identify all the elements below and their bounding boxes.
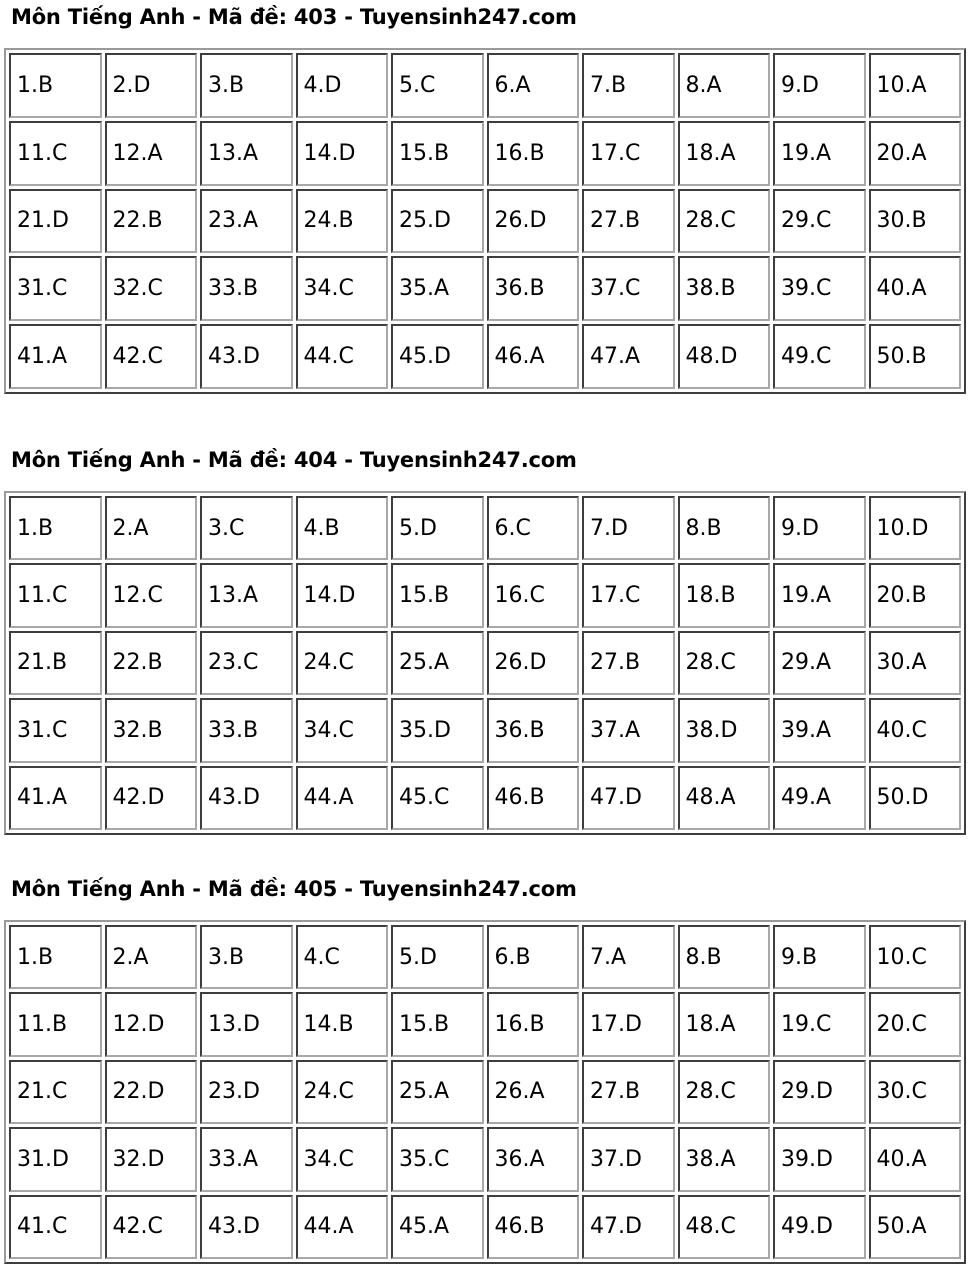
answer-cell: 46.B [487,1195,580,1259]
answer-cell: 13.A [200,121,293,186]
answer-cell: 1.B [9,53,102,118]
answer-cell: 7.A [582,925,675,989]
answer-table-frame [4,48,966,394]
answer-cell: 48.A [678,766,771,830]
answer-cell: 21.B [9,631,102,695]
section-title: Môn Tiếng Anh - Mã đề: 403 - Tuyensinh247.com [11,5,577,29]
answer-cell: 38.A [678,1127,771,1191]
answer-cell: 1.B [9,496,102,560]
answer-cell: 5.D [391,496,484,560]
table-row [9,1060,961,1124]
answer-cell: 13.A [200,563,293,627]
answer-cell: 20.A [869,121,962,186]
answer-cell: 38.D [678,698,771,762]
answer-cell: 37.C [582,256,675,321]
answer-cell: 39.D [773,1127,866,1191]
table-row [9,256,961,321]
table-row [9,189,961,254]
answer-cell: 36.B [487,256,580,321]
answer-cell: 8.B [678,925,771,989]
table-row [9,563,961,627]
answer-cell: 23.C [200,631,293,695]
answer-cell: 11.C [9,121,102,186]
answer-cell: 44.C [296,324,389,389]
table-row [9,324,961,389]
answer-cell: 46.A [487,324,580,389]
answer-cell: 40.A [869,1127,962,1191]
answer-cell: 32.B [105,698,198,762]
answer-cell: 27.B [582,189,675,254]
answer-cell: 37.D [582,1127,675,1191]
answer-cell: 24.C [296,1060,389,1124]
answer-cell: 43.D [200,324,293,389]
answer-cell: 32.D [105,1127,198,1191]
answer-cell: 36.A [487,1127,580,1191]
answer-cell: 43.D [200,1195,293,1259]
answer-cell: 24.C [296,631,389,695]
answer-cell: 27.B [582,631,675,695]
table-row [9,53,961,118]
answer-cell: 31.D [9,1127,102,1191]
answer-cell: 17.C [582,121,675,186]
answer-cell: 46.B [487,766,580,830]
answer-cell: 23.D [200,1060,293,1124]
answer-cell: 5.D [391,925,484,989]
answer-cell: 23.A [200,189,293,254]
answer-cell: 5.C [391,53,484,118]
answer-cell: 25.D [391,189,484,254]
answer-cell: 7.D [582,496,675,560]
answer-cell: 41.C [9,1195,102,1259]
answer-cell: 32.C [105,256,198,321]
answer-cell: 26.A [487,1060,580,1124]
answer-cell: 44.A [296,766,389,830]
answer-cell: 22.B [105,631,198,695]
answer-cell: 33.A [200,1127,293,1191]
answer-cell: 47.D [582,766,675,830]
answer-cell: 12.A [105,121,198,186]
answer-cell: 9.D [773,53,866,118]
answer-cell: 15.B [391,563,484,627]
answer-cell: 38.B [678,256,771,321]
answer-table [6,493,964,833]
answer-cell: 33.B [200,698,293,762]
answer-cell: 8.A [678,53,771,118]
answer-cell: 44.A [296,1195,389,1259]
answer-cell: 35.D [391,698,484,762]
answer-cell: 17.C [582,563,675,627]
answer-cell: 14.D [296,563,389,627]
answer-cell: 11.B [9,992,102,1056]
answer-cell: 16.C [487,563,580,627]
answer-cell: 18.A [678,992,771,1056]
table-row [9,121,961,186]
answer-cell: 48.C [678,1195,771,1259]
answer-cell: 6.C [487,496,580,560]
answer-cell: 8.B [678,496,771,560]
answer-cell: 39.A [773,698,866,762]
answer-cell: 19.C [773,992,866,1056]
answer-cell: 4.C [296,925,389,989]
answer-cell: 1.B [9,925,102,989]
answer-cell: 11.C [9,563,102,627]
answer-cell: 18.A [678,121,771,186]
answer-cell: 49.C [773,324,866,389]
answer-cell: 16.B [487,992,580,1056]
answer-cell: 29.C [773,189,866,254]
answer-cell: 25.A [391,631,484,695]
answer-table [6,50,964,392]
answer-cell: 20.B [869,563,962,627]
answer-cell: 12.D [105,992,198,1056]
answer-cell: 40.C [869,698,962,762]
answer-cell: 42.D [105,766,198,830]
answer-cell: 13.D [200,992,293,1056]
answer-cell: 25.A [391,1060,484,1124]
answer-table-frame [4,491,966,835]
answer-cell: 45.D [391,324,484,389]
answer-cell: 42.C [105,324,198,389]
answer-cell: 18.B [678,563,771,627]
answer-cell: 50.A [869,1195,962,1259]
answer-cell: 3.B [200,53,293,118]
answer-cell: 41.A [9,324,102,389]
answer-cell: 19.A [773,563,866,627]
answer-cell: 2.A [105,496,198,560]
answer-cell: 41.A [9,766,102,830]
answer-cell: 50.B [869,324,962,389]
answer-cell: 28.C [678,631,771,695]
answer-cell: 42.C [105,1195,198,1259]
answer-cell: 43.D [200,766,293,830]
table-row [9,992,961,1056]
answer-cell: 39.C [773,256,866,321]
answer-cell: 29.A [773,631,866,695]
answer-cell: 15.B [391,121,484,186]
answer-cell: 28.C [678,189,771,254]
answer-cell: 35.C [391,1127,484,1191]
answer-cell: 45.C [391,766,484,830]
answer-cell: 28.C [678,1060,771,1124]
table-row [9,631,961,695]
answer-cell: 29.D [773,1060,866,1124]
table-row [9,925,961,989]
answer-cell: 10.C [869,925,962,989]
answer-cell: 26.D [487,631,580,695]
answer-cell: 2.D [105,53,198,118]
answer-cell: 4.D [296,53,389,118]
section-title: Môn Tiếng Anh - Mã đề: 405 - Tuyensinh247.com [11,877,577,901]
answer-cell: 27.B [582,1060,675,1124]
answer-cell: 14.B [296,992,389,1056]
answer-table [6,922,964,1262]
answer-cell: 30.A [869,631,962,695]
answer-cell: 4.B [296,496,389,560]
answer-cell: 34.C [296,698,389,762]
answer-cell: 10.D [869,496,962,560]
answer-cell: 24.B [296,189,389,254]
table-row [9,698,961,762]
answer-cell: 6.B [487,925,580,989]
answer-cell: 16.B [487,121,580,186]
answer-cell: 49.A [773,766,866,830]
answer-cell: 31.C [9,698,102,762]
answer-cell: 36.B [487,698,580,762]
answer-cell: 7.B [582,53,675,118]
table-row [9,496,961,560]
answer-cell: 14.D [296,121,389,186]
section-title: Môn Tiếng Anh - Mã đề: 404 - Tuyensinh247.com [11,448,577,472]
answer-cell: 33.B [200,256,293,321]
answer-cell: 22.D [105,1060,198,1124]
answer-cell: 19.A [773,121,866,186]
answer-cell: 34.C [296,256,389,321]
answer-cell: 26.D [487,189,580,254]
answer-cell: 15.B [391,992,484,1056]
answer-cell: 21.C [9,1060,102,1124]
answer-cell: 30.C [869,1060,962,1124]
table-row [9,766,961,830]
answer-cell: 9.B [773,925,866,989]
answer-cell: 40.A [869,256,962,321]
answer-cell: 22.B [105,189,198,254]
answer-cell: 50.D [869,766,962,830]
answer-cell: 47.D [582,1195,675,1259]
table-row [9,1127,961,1191]
answer-cell: 20.C [869,992,962,1056]
answer-cell: 3.C [200,496,293,560]
answer-cell: 35.A [391,256,484,321]
answer-cell: 31.C [9,256,102,321]
answer-cell: 37.A [582,698,675,762]
answer-cell: 21.D [9,189,102,254]
answer-cell: 48.D [678,324,771,389]
answer-cell: 6.A [487,53,580,118]
answer-cell: 2.A [105,925,198,989]
answer-cell: 30.B [869,189,962,254]
answer-cell: 3.B [200,925,293,989]
answer-cell: 9.D [773,496,866,560]
answer-cell: 34.C [296,1127,389,1191]
answer-cell: 49.D [773,1195,866,1259]
answer-table-frame [4,920,966,1264]
answer-cell: 17.D [582,992,675,1056]
answer-cell: 12.C [105,563,198,627]
answer-cell: 45.A [391,1195,484,1259]
table-row [9,1195,961,1259]
answer-cell: 10.A [869,53,962,118]
answer-cell: 47.A [582,324,675,389]
